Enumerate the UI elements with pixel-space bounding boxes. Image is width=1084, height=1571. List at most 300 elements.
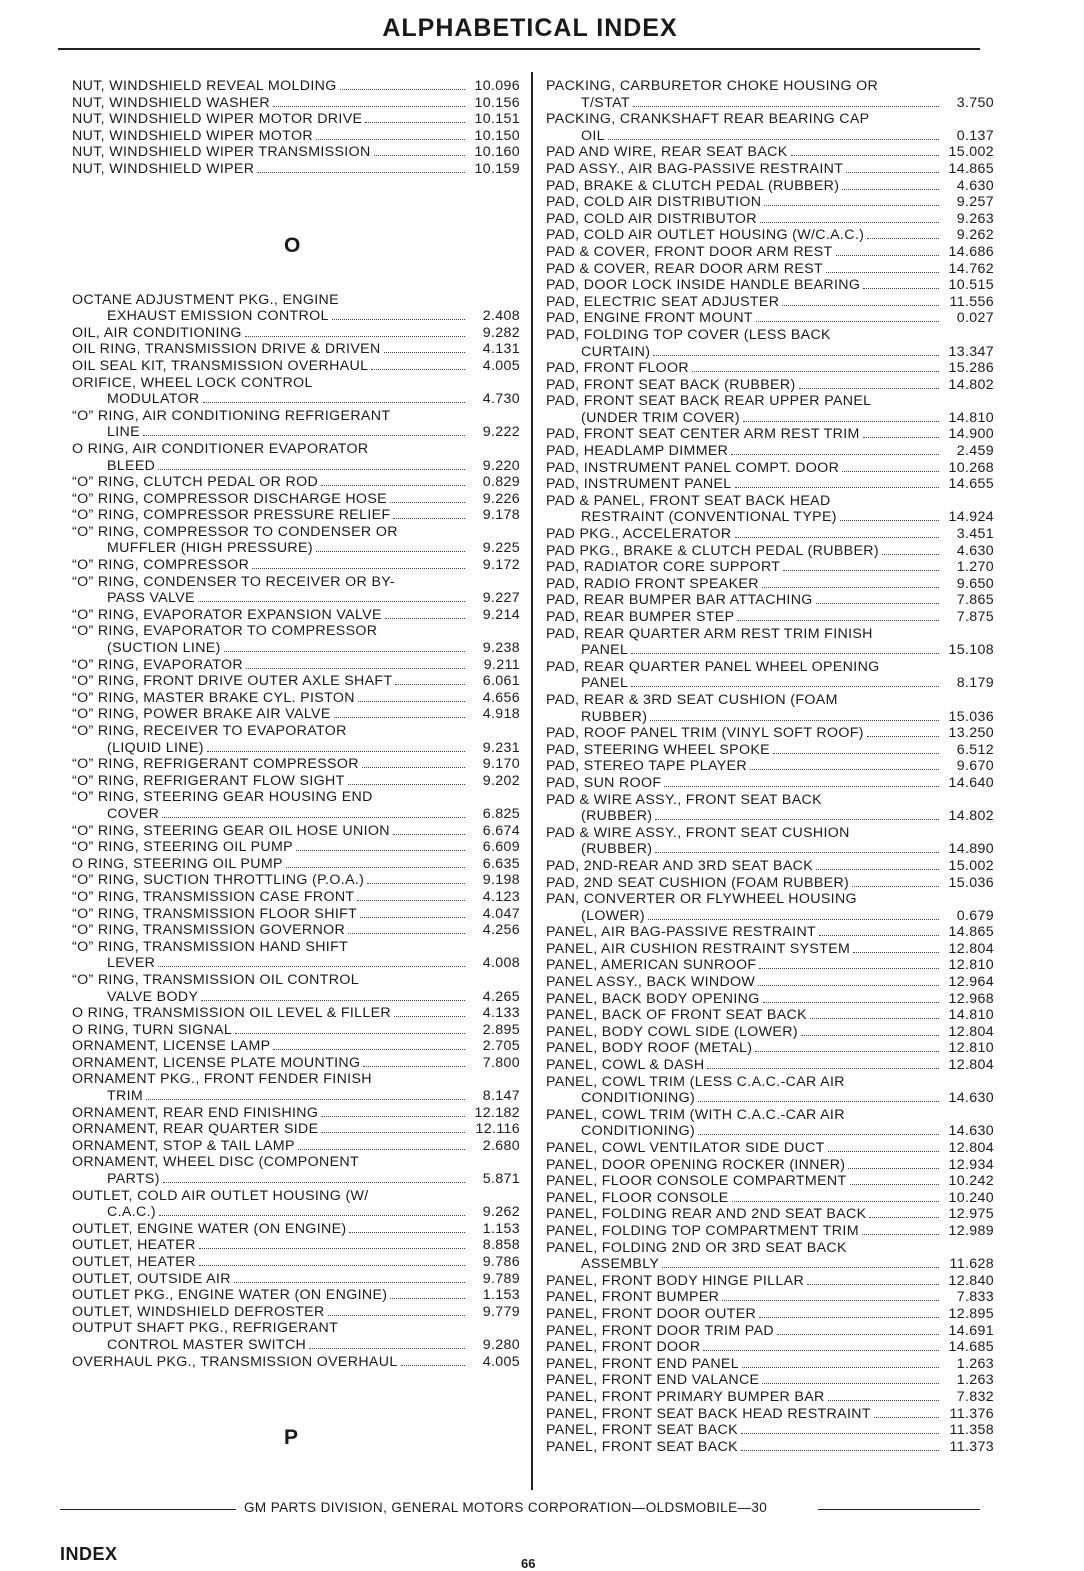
dot-leader [826,262,939,273]
index-entry [546,1123,994,1140]
index-entry [546,377,994,394]
entry-group-number: 10.096 [474,78,520,94]
entry-group-number: 0.027 [956,310,994,327]
entry-name: “O” RING, CONDENSER TO RECEIVER OR BY- [72,573,395,590]
entry-group-number: 14.630 [948,1123,994,1140]
entry-name: “O” RING, EVAPORATOR [72,656,243,673]
entry-name: (RUBBER) [581,808,653,825]
index-entry [72,1121,520,1138]
entry-group-number: 14.685 [948,1339,994,1356]
index-entry [72,458,520,475]
index-entry [72,1088,520,1105]
entry-name: “O” RING, EVAPORATOR TO COMPRESSOR [72,623,378,640]
dot-leader [840,510,939,521]
entry-name: TRIM [107,1088,144,1105]
entry-group-number: 14.802 [948,376,994,393]
entry-name: PAD, REAR QUARTER ARM REST TRIM FINISH [546,625,873,642]
index-entry [72,325,520,342]
entry-name: PANEL, AIR CUSHION RESTRAINT SYSTEM [546,940,851,957]
index-entry [546,493,994,510]
dot-leader [698,1091,939,1102]
dot-leader [764,195,939,206]
entry-name: RUBBER) [581,708,648,725]
entry-name: PAD PKG., BRAKE & CLUTCH PEDAL (RUBBER) [546,542,879,559]
entry-group-number: 12.804 [948,1057,994,1074]
entry-name: OUTLET, HEATER [72,1254,196,1270]
entry-group-number: 4.918 [482,706,520,723]
entry-name: “O” RING, FRONT DRIVE OUTER AXLE SHAFT [72,673,393,690]
index-entry [72,441,520,458]
dot-leader [348,923,465,934]
entry-name: PANEL, BODY COWL SIDE (LOWER) [546,1023,798,1040]
index-entry [546,709,994,726]
index-entry [546,675,994,692]
entry-name: PAD, SUN ROOF [546,774,662,791]
index-entry [546,941,994,958]
index-entry [72,590,520,607]
dot-leader [863,278,939,289]
dot-leader [367,873,465,884]
index-entry [72,540,520,557]
index-entry [72,1254,520,1271]
entry-group-number: 8.858 [482,1237,520,1254]
entry-group-number: 14.630 [948,1090,994,1107]
entry-name: “O” RING, SUCTION THROTTLING (P.O.A.) [72,872,365,889]
entry-group-number: 12.968 [948,990,994,1007]
section-letter: O [284,233,301,257]
entry-name: O RING, TRANSMISSION OIL LEVEL & FILLER [72,1005,392,1022]
index-entry [546,891,994,908]
entry-group-number: 4.630 [956,542,994,559]
dot-leader [316,541,465,552]
dot-leader [146,1089,465,1100]
entry-name: PANEL, FRONT SEAT BACK [546,1422,738,1439]
dot-leader [867,726,939,737]
entry-name: OCTANE ADJUSTMENT PKG., ENGINE [72,291,339,308]
index-entry [546,1173,994,1190]
entry-name: PAD, FOLDING TOP COVER (LESS BACK [546,326,831,343]
entry-name: PANEL, AMERICAN SUNROOF [546,957,757,974]
entry-group-number: 10.242 [948,1173,994,1190]
index-entry [72,939,520,956]
entry-group-number: 7.875 [956,609,994,625]
index-entry [72,1337,520,1354]
entry-name: PAD, REAR QUARTER PANEL WHEEL OPENING [546,658,880,675]
index-entry [72,1171,520,1188]
index-entry [72,1055,520,1072]
dot-leader [158,956,465,967]
entry-name: CONTROL MASTER SWITCH [107,1336,307,1353]
dot-leader [349,1222,465,1233]
dot-leader [850,1174,939,1185]
dot-leader [371,359,465,370]
dot-leader [298,1139,465,1150]
entry-name: “O” RING, COMPRESSOR [72,557,250,574]
entry-group-number: 14.810 [948,409,994,426]
index-entry [546,974,994,991]
entry-group-number: 10.150 [474,127,520,144]
dot-leader [362,757,465,768]
entry-group-number: 8.147 [482,1088,520,1105]
index-entry [546,692,994,709]
index-entry [72,1237,520,1254]
entry-group-number: 2.895 [482,1021,520,1038]
entry-group-number: 12.895 [948,1305,994,1322]
entry-name: NUT, WINDSHIELD WIPER TRANSMISSION [72,144,371,161]
index-entry [546,1240,994,1257]
entry-name: CONDITIONING) [581,1090,696,1107]
entry-name: PANEL, FRONT SEAT BACK HEAD RESTRAINT [546,1405,871,1422]
entry-name: PANEL, FRONT DOOR OUTER [546,1305,757,1322]
entry-name: PARTS) [107,1171,160,1188]
entry-name: O RING, STEERING OIL PUMP [72,855,283,872]
entry-name: (SUCTION LINE) [107,640,221,657]
entry-name: PAD, 2ND SEAT CUSHION (FOAM RUBBER) [546,874,850,891]
index-entry [546,642,994,659]
index-entry [546,460,994,477]
footer-publisher: GM PARTS DIVISION, GENERAL MOTORS CORPORATION—OLDSMOBILE—30 [244,1500,768,1515]
entry-name: OVERHAUL PKG., TRANSMISSION OVERHAUL [72,1353,398,1370]
index-entry [72,507,520,524]
index-entry [72,1071,520,1088]
entry-name: OUTLET PKG., ENGINE WATER (ON ENGINE) [72,1287,388,1304]
index-entry [72,806,520,823]
dot-leader [735,527,939,538]
entry-group-number: 4.005 [482,357,520,374]
entry-name: EXHAUST EMISSION CONTROL [107,308,329,325]
entry-name: PAD, REAR BUMPER STEP [546,609,735,625]
dot-leader [365,112,465,123]
index-entry [546,443,994,460]
entry-name: “O” RING, STEERING OIL PUMP [72,839,293,856]
footer-rule-right [818,1509,980,1510]
entry-group-number: 6.674 [482,822,520,839]
entry-group-number: 12.810 [948,957,994,974]
index-entry [546,659,994,676]
index-entry [546,725,994,742]
index-entry [72,1154,520,1171]
entry-name: PANEL [581,675,629,692]
dot-leader [633,96,939,107]
page-number: 66 [521,1556,536,1571]
dot-leader [863,427,939,438]
entry-group-number: 10.156 [474,94,520,111]
entry-group-number: 10.160 [474,144,520,161]
dot-leader [159,1205,465,1216]
entry-name: OIL, AIR CONDITIONING [72,324,242,341]
entry-name: PAD & COVER, FRONT DOOR ARM REST [546,243,833,260]
index-entry [546,310,994,327]
dot-leader [390,1288,465,1299]
entry-name: “O” RING, COMPRESSOR PRESSURE RELIEF [72,507,391,524]
entry-name: MUFFLER (HIGH PRESSURE) [107,540,313,557]
entry-group-number: 15.036 [948,708,994,725]
index-entry [546,1323,994,1340]
entry-group-number: 14.762 [948,260,994,277]
entry-group-number: 1.263 [956,1355,994,1372]
dot-leader [758,975,939,986]
entry-group-number: 2.408 [482,308,520,325]
index-entry [72,1188,520,1205]
entry-name: ORNAMENT PKG., FRONT FENDER FINISH [72,1071,372,1088]
index-entry [546,1024,994,1041]
dot-leader [203,392,466,403]
dot-leader [245,326,465,337]
entry-group-number: 1.153 [482,1287,520,1304]
entry-group-number: 0.829 [482,474,520,491]
entry-group-number: 9.214 [482,606,520,623]
dot-leader [762,1373,939,1384]
entry-group-number: 12.840 [948,1272,994,1289]
index-entry [546,1040,994,1057]
index-entry [72,1354,520,1371]
index-entry [546,244,994,261]
dot-leader [655,809,939,820]
dot-leader [246,658,465,669]
entry-group-number: 4.256 [482,922,520,939]
dot-leader [162,807,465,818]
entry-group-number: 3.750 [956,94,994,111]
entry-name: “O” RING, COMPRESSOR DISCHARGE HOSE [72,490,387,507]
entry-name: PAD AND WIRE, REAR SEAT BACK [546,144,788,161]
entry-group-number: 6.061 [482,673,520,690]
index-entry [72,111,520,128]
index-entry [546,78,994,95]
dot-leader [321,1122,465,1133]
index-entry [546,1107,994,1124]
dot-leader [755,1041,939,1052]
index-entry [546,1422,994,1439]
entry-name: CONDITIONING) [581,1123,696,1140]
index-entry [72,1105,520,1122]
entry-name: PACKING, CARBURETOR CHOKE HOUSING OR [546,78,879,94]
index-entry [546,758,994,775]
entry-group-number: 1.270 [956,559,994,576]
entry-group-number: 12.804 [948,1140,994,1156]
dot-leader [741,1423,939,1434]
index-entry [546,294,994,311]
index-entry [72,607,520,624]
entry-group-number: 3.451 [956,526,994,543]
index-entry [546,1389,994,1406]
entry-group-number: 9.178 [482,507,520,524]
dot-leader [731,444,939,455]
entry-name: PAD, RADIATOR CORE SUPPORT [546,559,781,576]
index-entry [72,823,520,840]
entry-group-number: 7.832 [956,1388,994,1405]
dot-leader [862,1224,939,1235]
dot-leader [385,608,465,619]
entry-name: ORNAMENT, LICENSE PLATE MOUNTING [72,1054,361,1071]
entry-group-number: 9.198 [482,872,520,889]
index-entry [546,792,994,809]
index-entry [72,872,520,889]
entry-group-number: 12.810 [948,1040,994,1057]
entry-name: LINE [107,424,140,441]
dot-leader [393,508,465,519]
entry-group-number: 11.358 [949,1422,994,1439]
dot-leader [759,1307,939,1318]
index-entry [72,856,520,873]
index-entry [546,227,994,244]
entry-name: “O” RING, RECEIVER TO EVAPORATOR [72,723,347,739]
dot-leader [662,1257,939,1268]
index-entry [72,889,520,906]
entry-group-number: 9.238 [482,640,520,657]
dot-leader [703,1340,939,1351]
entry-group-number: 11.556 [949,293,994,310]
dot-leader [773,743,939,754]
index-entry [546,344,994,361]
entry-group-number: 12.989 [948,1222,994,1239]
index-entry [546,426,994,443]
index-entry [546,410,994,427]
index-entry [546,808,994,825]
dot-leader [762,577,939,588]
dot-leader [332,309,465,320]
entry-group-number: 11.373 [949,1438,994,1455]
index-entry [72,640,520,657]
entry-name: “O” RING, STEERING GEAR HOUSING END [72,789,373,806]
section-spacer [72,280,520,292]
entry-group-number: 9.786 [482,1254,520,1270]
entry-group-number: 6.609 [482,839,520,856]
dot-leader [273,96,465,107]
entry-group-number: 12.116 [475,1121,520,1138]
index-entry [546,841,994,858]
index-entry [72,424,520,441]
entry-group-number: 10.159 [474,160,520,177]
index-entry [72,789,520,806]
index-entry [72,391,520,408]
index-entry [72,128,520,145]
entry-group-number: 0.679 [956,907,994,924]
dot-leader [782,295,939,306]
dot-leader [207,741,465,752]
index-entry [72,657,520,674]
dot-leader [848,1158,939,1169]
entry-group-number: 9.170 [482,756,520,773]
entry-name: PANEL, COWL TRIM (WITH C.A.C.-CAR AIR [546,1106,845,1123]
index-entry [546,991,994,1008]
index-entry [72,557,520,574]
dot-leader [732,1191,939,1202]
dot-leader [235,1023,465,1034]
index-entry [546,1140,994,1157]
entry-name: PAD, REAR & 3RD SEAT CUSHION (FOAM [546,691,838,708]
dot-leader [390,492,465,503]
entry-group-number: 14.865 [948,924,994,941]
dot-leader [807,1274,939,1285]
index-entry [546,775,994,792]
entry-name: PAD, INSTRUMENT PANEL COMPT. DOOR [546,459,840,476]
entry-group-number: 14.865 [948,160,994,177]
entry-group-number: 14.924 [948,509,994,526]
entry-name: PAD, HEADLAMP DIMMER [546,443,729,460]
entry-name: PANEL, COWL TRIM (LESS C.A.C.-CAR AIR [546,1073,845,1090]
index-entry [546,161,994,178]
entry-name: PANEL, FOLDING 2ND OR 3RD SEAT BACK [546,1239,847,1256]
entry-name: PAD, STEERING WHEEL SPOKE [546,741,770,758]
entry-name: PANEL, FRONT DOOR TRIM PAD [546,1322,774,1339]
entry-name: “O” RING, MASTER BRAKE CYL. PISTON [72,689,355,706]
entry-name: ORNAMENT, LICENSE LAMP [72,1038,271,1055]
entry-group-number: 9.257 [956,194,994,211]
index-entry [546,1372,994,1389]
dot-leader [842,179,939,190]
entry-group-number: 4.133 [482,1005,520,1022]
entry-group-number: 9.262 [482,1204,520,1221]
entry-name: “O” RING, TRANSMISSION CASE FRONT [72,888,355,905]
entry-group-number: 1.153 [482,1220,520,1237]
index-entry [546,327,994,344]
index-entry [546,1439,994,1456]
entry-name: PANEL, FLOOR CONSOLE COMPARTMENT [546,1173,847,1190]
section-spacer [72,178,520,212]
entry-name: PAD, FRONT FLOOR [546,360,690,377]
index-entry [546,277,994,294]
section-letter: P [284,1426,299,1450]
entry-group-number: 4.265 [482,988,520,1005]
index-entry [546,178,994,195]
title-rule [58,48,980,50]
entry-group-number: 6.512 [956,741,994,758]
dot-leader [286,857,465,868]
index-entry [72,292,520,309]
index-entry [72,78,520,95]
page-title: ALPHABETICAL INDEX [382,14,678,42]
entry-group-number: 14.691 [948,1322,994,1339]
index-entry [72,972,520,989]
index-entry [546,1007,994,1024]
entry-group-number: 2.680 [482,1137,520,1154]
index-entry [546,1206,994,1223]
entry-name: OIL RING, TRANSMISSION DRIVE & DRIVEN [72,341,381,358]
entry-name: O RING, TURN SIGNAL [72,1021,233,1038]
entry-name: PANEL, FRONT BUMPER [546,1289,720,1306]
dot-leader [358,691,465,702]
entry-name: (UNDER TRIM COVER) [581,409,740,426]
entry-group-number: 14.802 [948,808,994,825]
entry-name: MODULATOR [107,391,200,408]
index-entry [72,989,520,1006]
dot-leader [296,840,465,851]
dot-leader [737,610,939,621]
entry-name: PANEL ASSY., BACK WINDOW [546,974,756,991]
entry-name: PANEL, FRONT PRIMARY BUMPER BAR [546,1388,825,1405]
index-entry [546,1090,994,1107]
index-entry [546,825,994,842]
dot-leader [201,990,465,1001]
entry-name: NUT, WINDSHIELD WIPER [72,160,255,177]
entry-group-number: 9.220 [482,457,520,474]
entry-name: PANEL, COWL & DASH [546,1057,705,1074]
entry-group-number: 7.833 [956,1289,994,1306]
entry-group-number: 9.280 [482,1336,520,1353]
index-entry [72,706,520,723]
entry-name: PAD & PANEL, FRONT SEAT BACK HEAD [546,492,831,509]
entry-name: PAD, ENGINE FRONT MOUNT [546,310,753,327]
index-entry [546,526,994,543]
index-entry [546,144,994,161]
entry-group-number: 10.240 [948,1189,994,1206]
entry-group-number: 9.282 [482,324,520,341]
entry-name: “O” RING, TRANSMISSION GOVERNOR [72,922,346,939]
dot-leader [631,643,939,654]
entry-group-number: 4.008 [482,955,520,972]
dot-leader [158,459,465,470]
index-entry [72,756,520,773]
